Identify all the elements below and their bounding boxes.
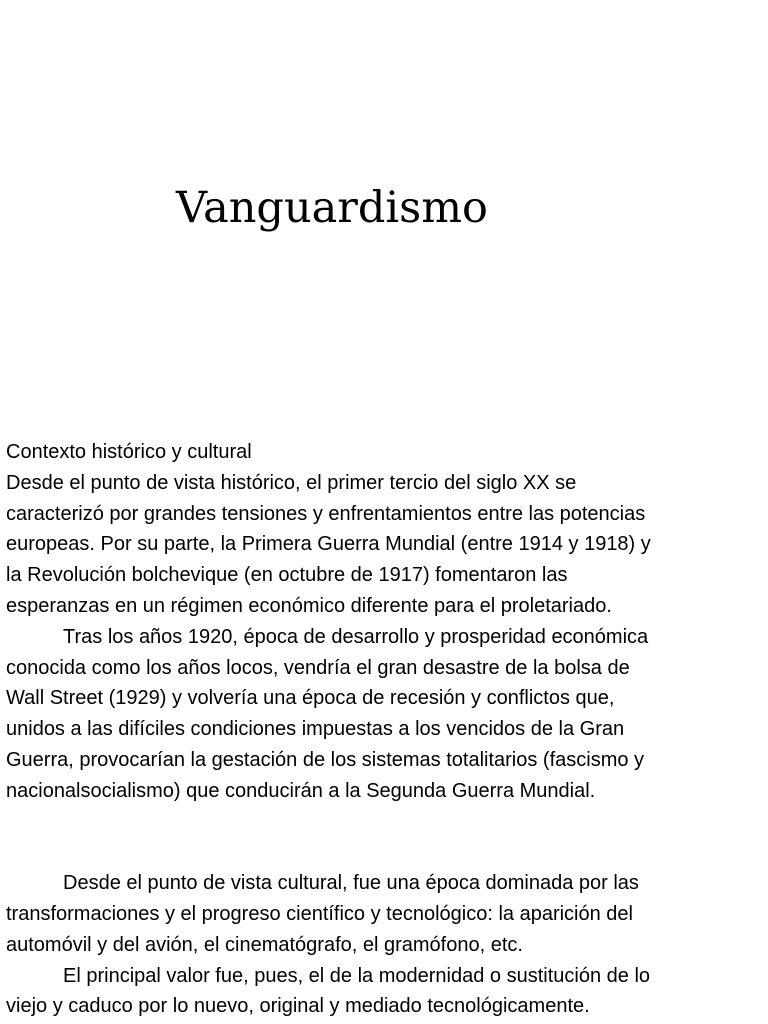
paragraph-line: Desde el punto de vista histórico, el primer tercio del siglo XX se xyxy=(6,471,577,494)
paragraph-line: europeas. Por su parte, la Primera Guerra Mundial (entre 1914 y 1918) y xyxy=(6,533,651,556)
paragraph-line: Tras los años 1920, época de desarrollo y prosperidad económica xyxy=(63,625,649,648)
paragraph-line: nacionalsocialismo) que conducirán a la Segunda Guerra Mundial. xyxy=(6,779,596,802)
paragraph-line: viejo y caduco por lo nuevo, original y mediado tecnológicamente. xyxy=(6,995,590,1018)
paragraph-line: esperanzas en un régimen económico diferente para el proletariado. xyxy=(6,594,612,617)
page-title: Vanguardismo xyxy=(176,183,488,233)
paragraph-line: Desde el punto de vista cultural, fue una época dominada por las xyxy=(63,872,639,895)
paragraph-line: conocida como los años locos, vendría el gran desastre de la bolsa de xyxy=(6,656,630,679)
paragraph-line: unidos a las difíciles condiciones impuestas a los vencidos de la Gran xyxy=(6,718,625,741)
paragraph-line: la Revolución bolchevique (en octubre de 1917) fomentaron las xyxy=(6,564,568,587)
paragraph-line: automóvil y del avión, el cinematógrafo, el gramófono, etc. xyxy=(6,933,523,956)
paragraph-line: caracterizó por grandes tensiones y enfrentamientos entre las potencias xyxy=(6,502,646,525)
paragraph-line: Wall Street (1929) y volvería una época de recesión y conflictos que, xyxy=(6,687,615,710)
paragraph-line: El principal valor fue, pues, el de la modernidad o sustitución de lo xyxy=(63,964,651,987)
section-heading: Contexto histórico y cultural xyxy=(6,441,252,463)
paragraph-spacer xyxy=(6,807,762,869)
paragraph-line: Guerra, provocarían la gestación de los sistemas totalitarios (fascismo y xyxy=(6,748,645,771)
paragraph-line: transformaciones y el progreso científico y tecnológico: la aparición del xyxy=(6,902,633,925)
document-body xyxy=(6,437,762,1022)
